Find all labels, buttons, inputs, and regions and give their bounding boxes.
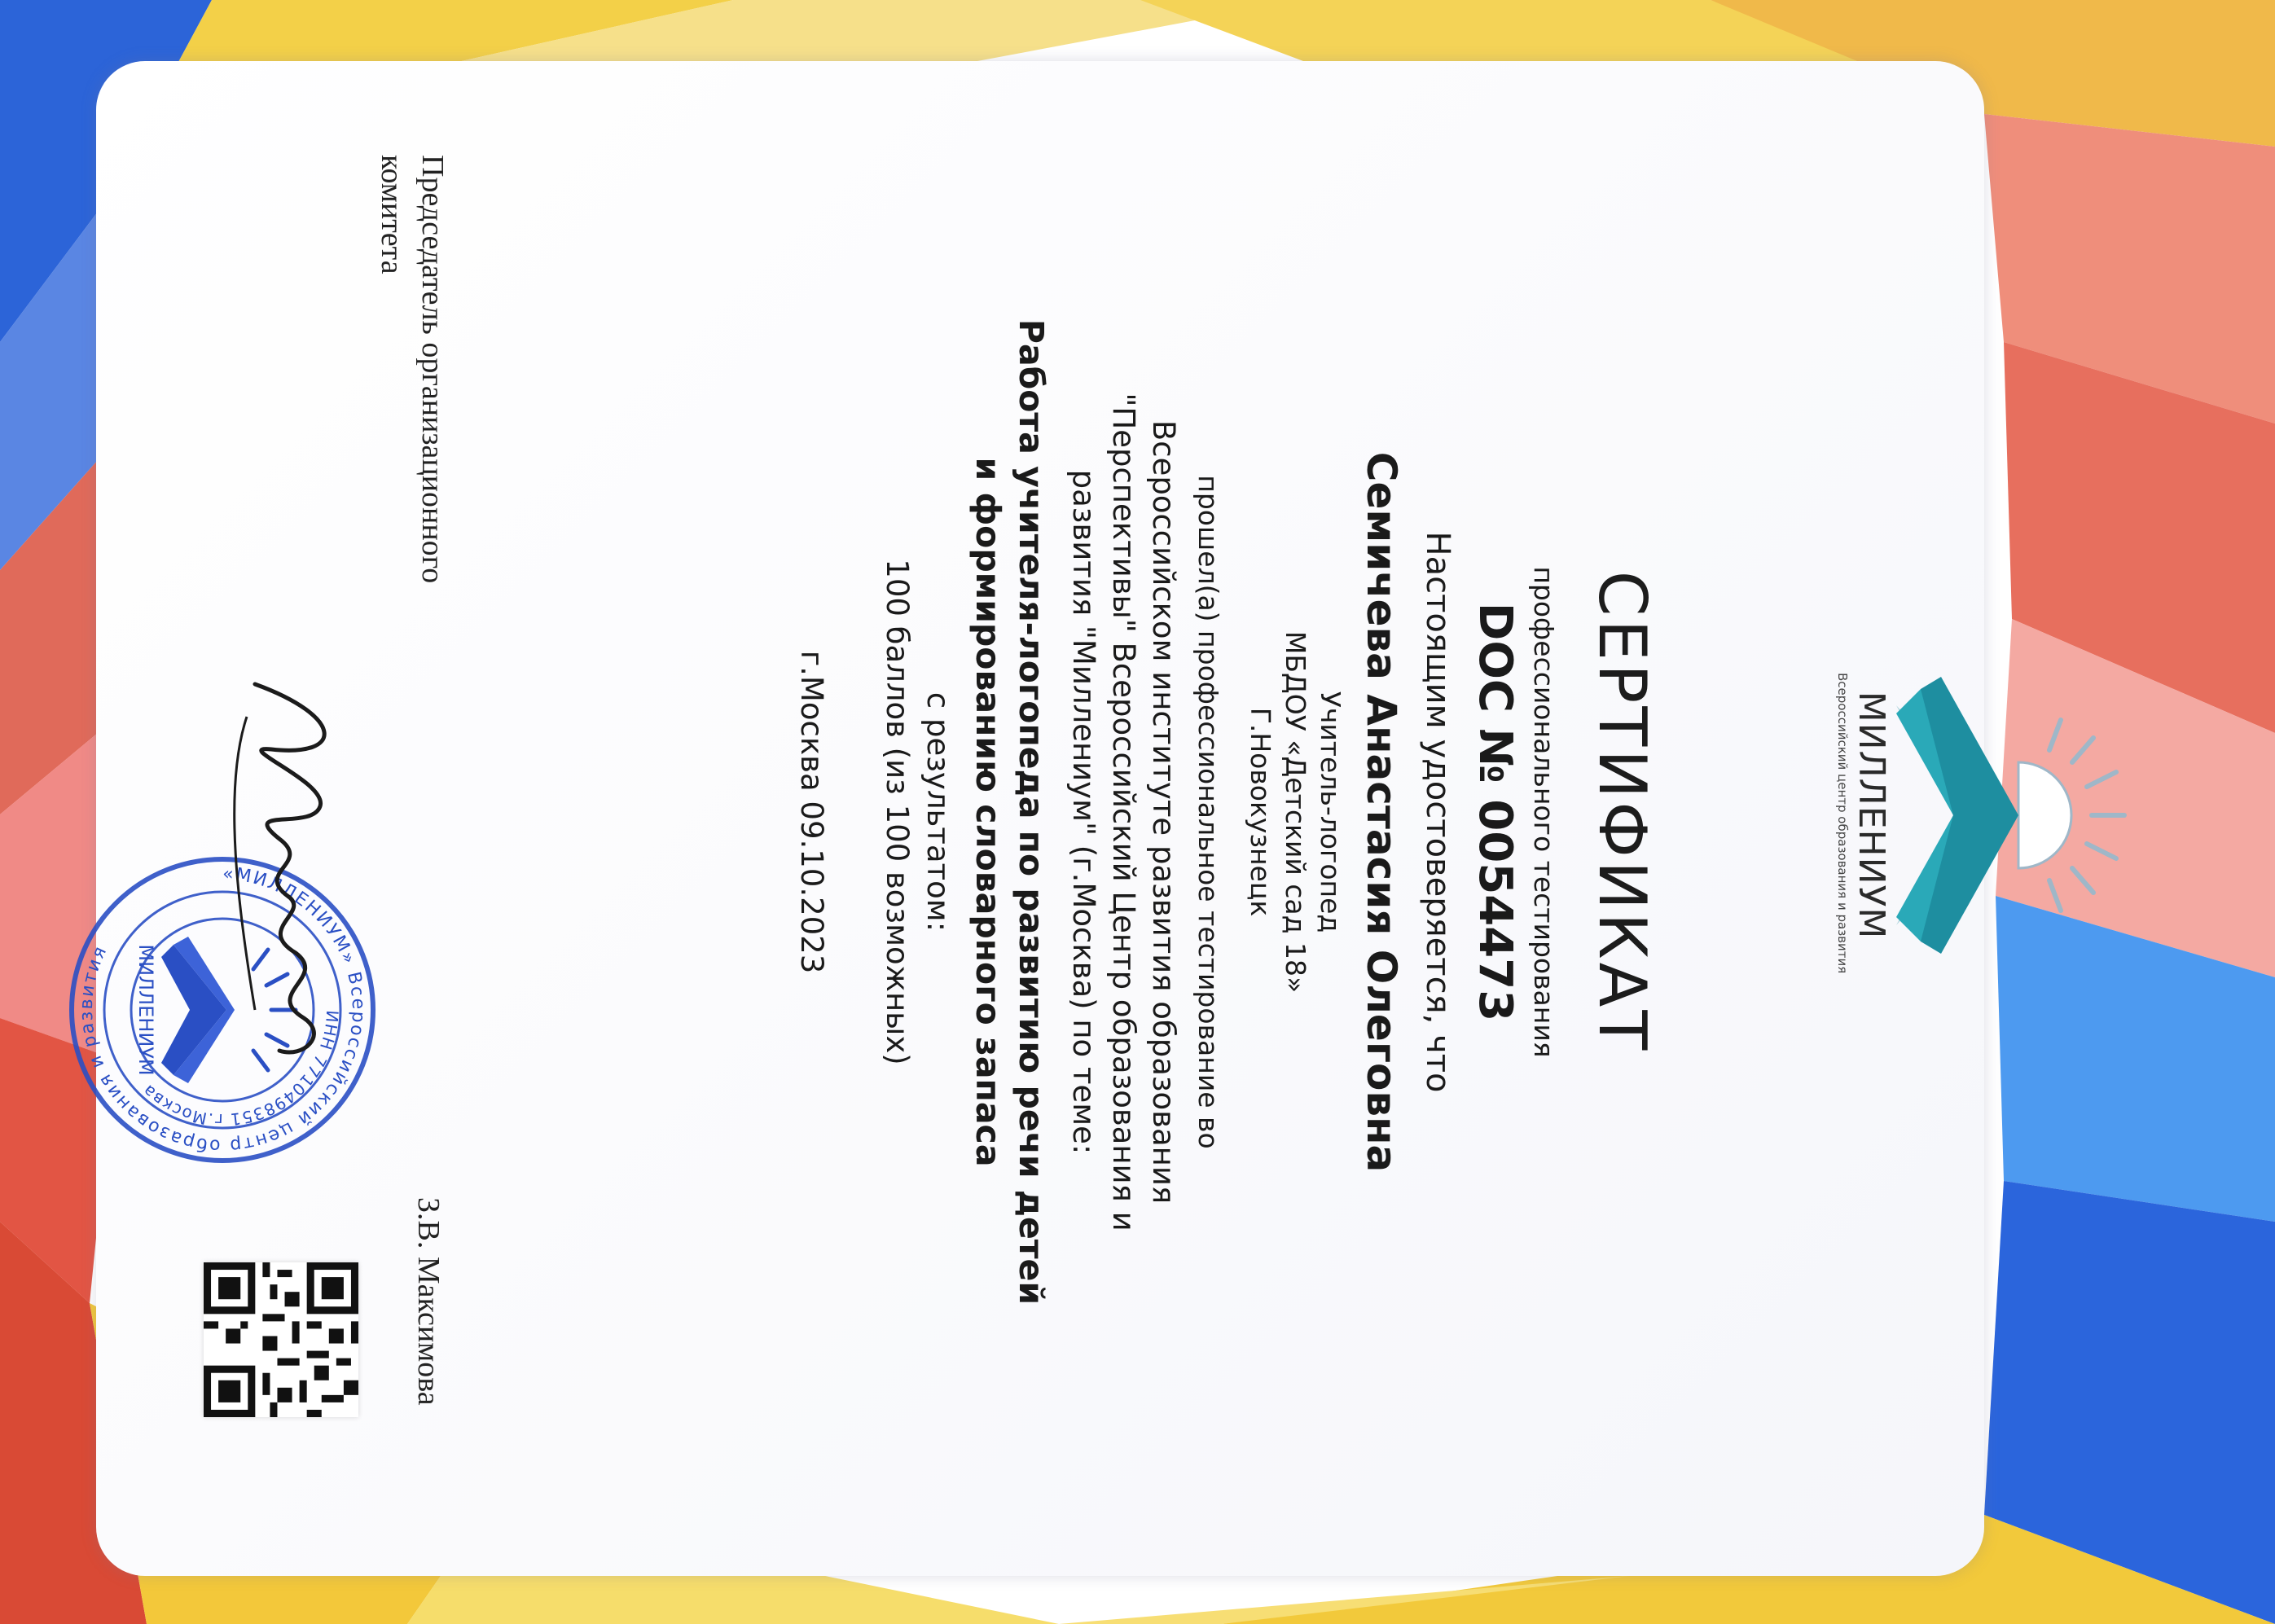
- document-number: DOC № 0054473: [1469, 602, 1522, 1022]
- certifies-text: Настоящим удостоверяется, что: [1419, 531, 1456, 1093]
- recipient-organization: МБДОУ «Детский сад 18»: [1280, 630, 1311, 994]
- logo-title: МИЛЛЕНИУМ: [1851, 691, 1892, 940]
- result-value: 100 баллов (из 100 возможных): [880, 559, 915, 1065]
- qr-code[interactable]: [204, 1262, 358, 1417]
- recipient-city: Г.Новокузнецк: [1245, 707, 1276, 917]
- certificate-title: СЕРТИФИКАТ: [1584, 570, 1660, 1054]
- certificate-subtitle: профессионального тестирования: [1528, 566, 1560, 1058]
- stamp-center-text: МИЛЛЕНИУМ: [134, 944, 157, 1076]
- institute-line-3: развития "Миллениум" (г.Москва) по теме:: [1066, 469, 1101, 1155]
- passed-text: прошел(а) профессиональное тестирование во: [1192, 475, 1224, 1149]
- logo-subtitle: Всероссийский центр образования и развития: [1835, 673, 1850, 974]
- place-date: г.Москва 09.10.2023: [794, 650, 829, 974]
- chair-role-line-1: Председатель организационного: [415, 155, 450, 584]
- topic-line-2: и формированию словарного запаса: [968, 457, 1008, 1167]
- chair-role-line-2: комитета: [375, 155, 409, 274]
- handwritten-signature: [198, 668, 377, 1075]
- institute-line-2: "Перспективы" Всероссийский Центр образования и: [1106, 393, 1141, 1231]
- stamp-inn-text: ИНН 7710498351 г.Москва: [138, 1009, 343, 1130]
- recipient-name: Семичева Анастасия Олеговна: [1358, 451, 1405, 1173]
- topic-line-1: Работа учителя-логопеда по развитию речи детей: [1012, 318, 1051, 1306]
- result-label: с результатом:: [920, 691, 955, 933]
- institute-line-1: Всероссийском институте развития образования: [1146, 419, 1181, 1205]
- recipient-position: Учитель-логопед: [1315, 691, 1346, 933]
- stamp-outer-text: «МИЛЛЕНИУМ» Всероссийский центр образования и развития: [76, 863, 369, 1157]
- signer-name: З.В. Максимова: [411, 1197, 446, 1406]
- open-book-sunrise-icon: [1896, 673, 2141, 958]
